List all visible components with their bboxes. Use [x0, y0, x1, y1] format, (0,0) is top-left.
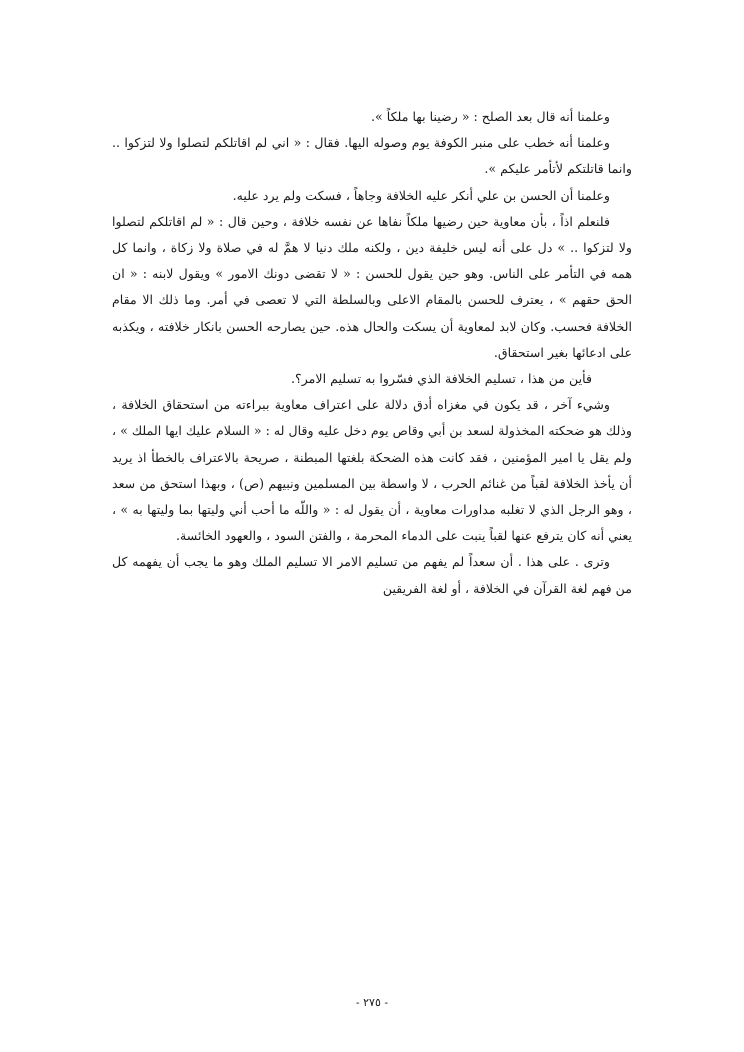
page-body [112, 104, 632, 602]
paragraph: وعلمنا أن الحسن بن علي أنكر عليه الخلافة وجاهاً ، فسكت ولم يرد عليه. [232, 187, 610, 203]
paragraph: وشيء آخر ، قد يكون في مغزاه أدق دلالة على اعتراف معاوية ببراءته من استحقاق الخلافة ، وذلك هو ضحكته المخذولة لسعد بن أبي وقاص يوم دخل عليه وقال له : « السلام عليك ايها الملك » ، ولم يقل يا امير المؤمنين ، فقد كانت هذه الضحكة بلغتها المبطنة ، صريحة بالاعتراف بالخطأ اذ يريد أن يأخذ الخلافة لقباً من غنائم الحرب ، لا واسطة بين المسلمين ونبيهم (ص) ، وبهذا استحق من سعد ، وهو الرجل الذي لا تغلبه مداورات معاوية ، أن يقول له : « واللّه ما أحب أني وليتها بما وليتها به » ، يعني أنه كان يترفع عنها لقباً ينبت على الدماء المحرمة ، والفتن السود ، والعهود الخائسة. [112, 397, 632, 544]
paragraph: وعلمنا أنه قال بعد الصلح : « رضينا بها ملكاً ». [371, 109, 610, 124]
paragraph: فأين من هذا ، تسليم الخلافة الذي فسّروا به تسليم الامر؟. [291, 371, 592, 387]
paragraph: فلنعلم اذاً ، بأن معاوية حين رضيها ملكاً نفاها عن نفسه خلافة ، وحين قال : « لم اقاتلكم لتصلوا ولا لتزكوا .. » دل على أنه ليس خليفة دين ، ولكنه ملك دنيا لا همَّ له في صلاة ولا زكاة ، وانما كل همه في التأمر على الناس. وهو حين يقول للحسن : « لا تقضى دونك الامور » ويقول لابنه : « ان الحق حقهم » ، يعترف للحسن بالمقام الاعلى وبالسلطة التي لا تعصى في أمر. وما ذلك الا مقام الخلافة فحسب. وكان لابد لمعاوية أن يسكت والحال هذه. حين يصارحه الحسن بانكار خلافته ، ويكذبه على ادعائها بغير استحقاق. [112, 213, 632, 360]
paragraph: وترى . على هذا . أن سعداً لم يفهم من تسليم الامر الا تسليم الملك وهو ما يجب أن يفهمه كل من فهم لغة القرآن في الخلافة ، أو لغة الفريقين [112, 554, 632, 596]
paragraph: وعلمنا أنه خطب على منبر الكوفة يوم وصوله اليها. فقال : « اني لم اقاتلكم لتصلوا ولا لتزكوا .. وانما قاتلتكم لأتأمر عليكم ». [112, 135, 632, 177]
page-number: - ٢٧٥ - [355, 996, 389, 1009]
